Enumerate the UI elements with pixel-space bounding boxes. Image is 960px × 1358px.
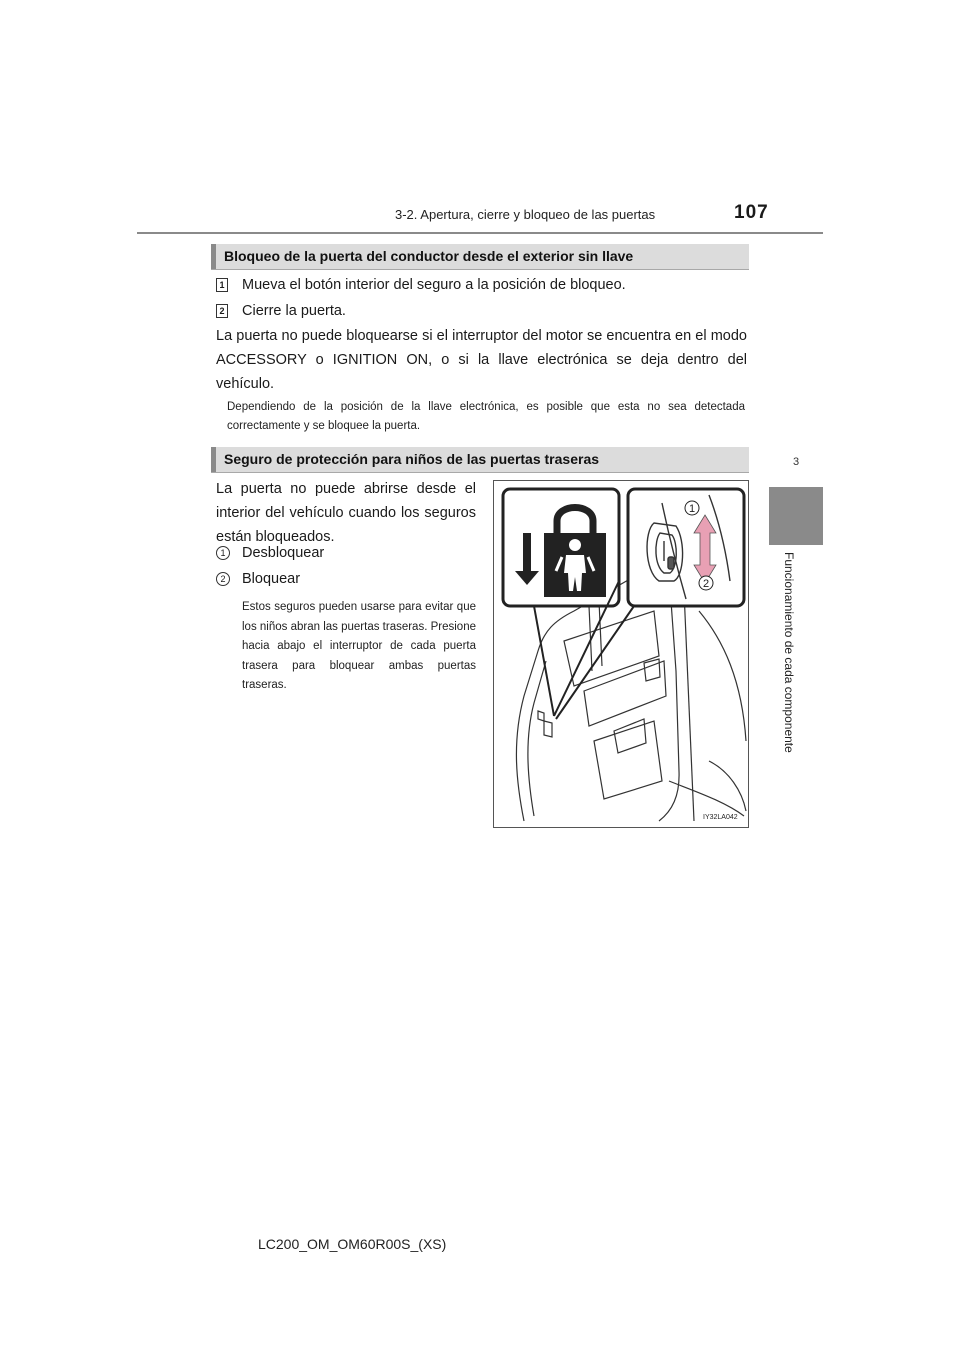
section1-paragraph: La puerta no puede bloquearse si el interruptor del motor se encuentra en el modo ACCESSORY o IGNITION ON, o si la llave electrónica se deja dentro del vehículo. <box>216 328 747 392</box>
item-number-1: 1 <box>216 546 230 560</box>
chapter-number: 3 <box>792 456 800 468</box>
heading-accent <box>211 447 216 472</box>
item-number-2: 2 <box>216 572 230 586</box>
chapter-label: Funcionamiento de cada componente <box>782 552 796 753</box>
heading-accent <box>211 244 216 269</box>
section2-intro: La puerta no puede abrirse desde el interior del vehículo cuando los seguros están bloqueados. <box>216 481 476 545</box>
step-text-2: Cierre la puerta. <box>242 303 346 319</box>
step-number-2: 2 <box>216 304 228 318</box>
child-lock-illustration <box>493 480 749 828</box>
figure-code: IY32LA042 <box>703 814 738 821</box>
header-section-title: 3-2. Apertura, cierre y bloqueo de las puertas <box>395 207 656 222</box>
item-text-unlock: Desbloquear <box>242 545 325 561</box>
step-number-1: 1 <box>216 278 228 292</box>
section-heading-keyless-lock <box>211 244 749 270</box>
step-text-1: Mueva el botón interior del seguro a la posición de bloqueo. <box>242 277 626 293</box>
item-text-lock: Bloquear <box>242 571 301 587</box>
section1-note: Dependiendo de la posición de la llave electrónica, es posible que esta no sea detectada correctamente y se bloquee la puerta. <box>227 401 745 432</box>
section-heading-child-lock <box>211 447 749 473</box>
section-title: Bloqueo de la puerta del conductor desde el exterior sin llave <box>224 248 634 264</box>
section-title: Seguro de protección para niños de las puertas traseras <box>224 451 600 467</box>
section2-note: Estos seguros pueden usarse para evitar que los niños abran las puertas traseras. Presione hacia abajo el interruptor de cada puerta trasera para bloquear ambas puertas traseras. <box>242 601 476 691</box>
header-rule <box>137 232 823 234</box>
page-number: 107 <box>734 202 769 223</box>
callout-1-label: 1 <box>688 503 696 515</box>
door-illustration-svg <box>494 481 749 828</box>
footer-code: LC200_OM_OM60R00S_(XS) <box>258 1236 447 1252</box>
chapter-tab <box>769 487 823 545</box>
callout-2-label: 2 <box>702 578 710 590</box>
